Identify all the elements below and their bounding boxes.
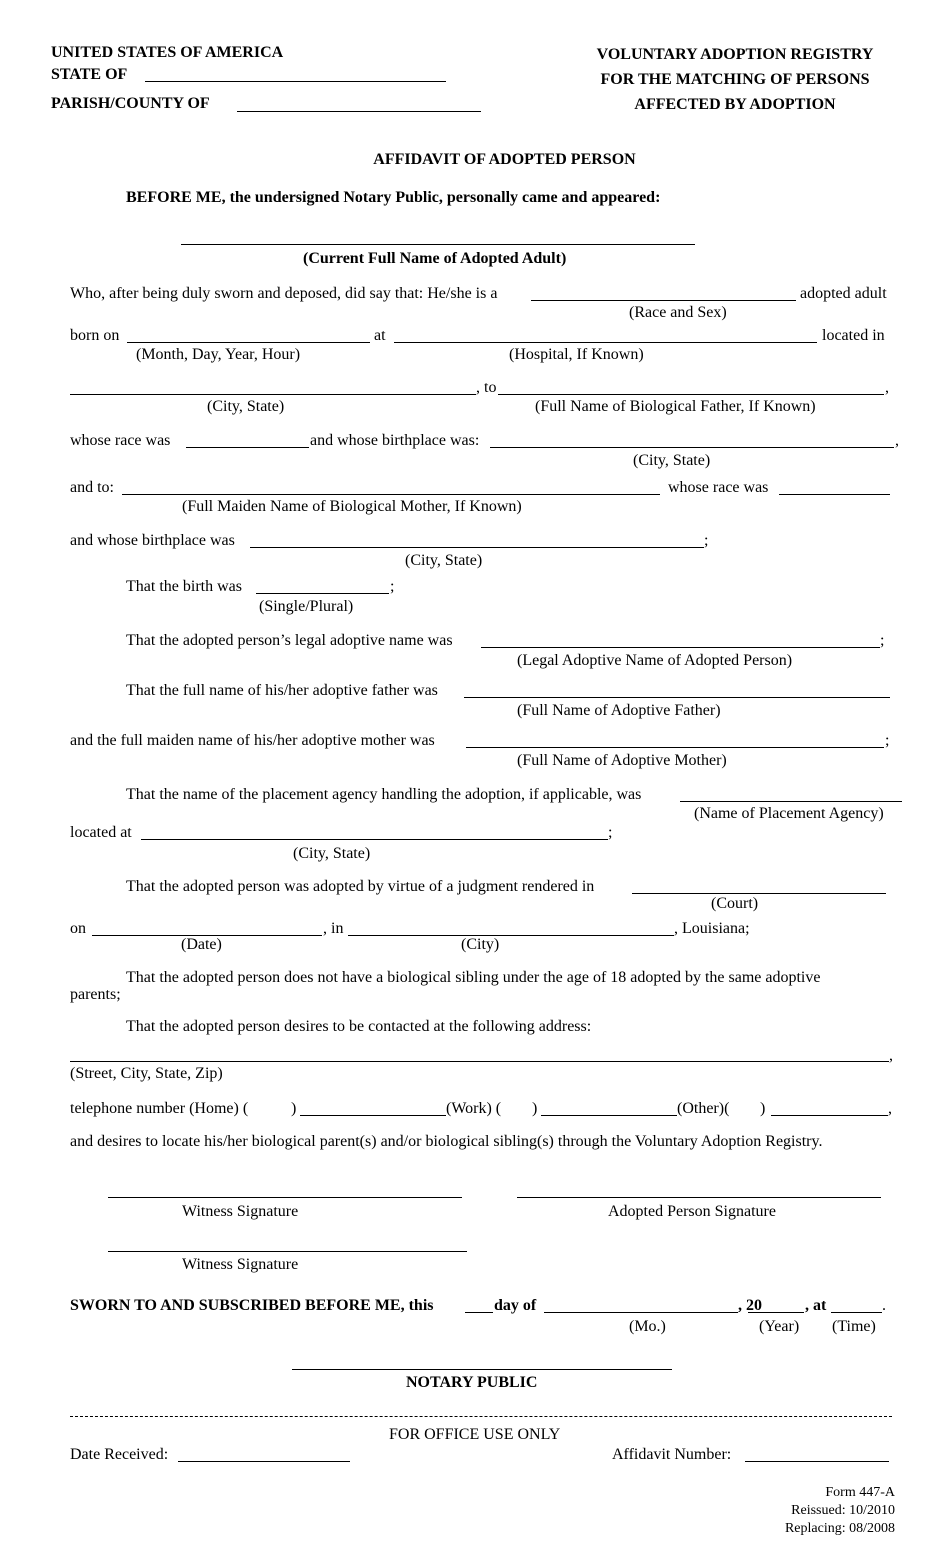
- race-sex-label: (Race and Sex): [629, 304, 727, 321]
- country-heading: UNITED STATES OF AMERICA: [51, 44, 284, 61]
- period-text: .: [882, 1297, 886, 1314]
- father-race-field[interactable]: [186, 447, 309, 448]
- year-prefix-text: , 20: [738, 1297, 762, 1314]
- louisiana-text: , Louisiana;: [674, 920, 750, 937]
- contact-text: That the adopted person desires to be contacted at the following address:: [126, 1018, 592, 1035]
- sworn-text: SWORN TO AND SUBSCRIBED BEFORE ME, this: [70, 1297, 434, 1314]
- notary-public-label: NOTARY PUBLIC: [406, 1374, 538, 1391]
- form-reissued: Reissued: 10/2010: [791, 1503, 895, 1518]
- legal-adoptive-name-field[interactable]: [481, 647, 880, 648]
- agency-text: That the name of the placement agency handling the adoption, if applicable, was: [126, 786, 642, 803]
- office-use-heading: FOR OFFICE USE ONLY: [389, 1426, 561, 1443]
- mother-race-text: whose race was: [668, 479, 769, 496]
- form-number: Form 447-A: [825, 1485, 895, 1500]
- semicolon-text: ;: [704, 532, 709, 549]
- affidavit-number-label: Affidavit Number:: [612, 1446, 732, 1463]
- registry-title-line3: AFFECTED BY ADOPTION: [634, 96, 836, 113]
- affidavit-number-field[interactable]: [745, 1461, 889, 1462]
- witness-signature-2-label: Witness Signature: [182, 1256, 299, 1273]
- paren-text: ): [291, 1100, 297, 1117]
- comma-text: ,: [888, 1100, 892, 1117]
- telephone-other-text: (Other)(: [677, 1100, 730, 1117]
- time-label: (Time): [832, 1318, 876, 1335]
- birth-city-label: (City, State): [207, 398, 285, 415]
- sibling-text-line1: That the adopted person does not have a biological sibling under the age of 18 adopted by the same adoptive: [126, 969, 821, 986]
- court-field[interactable]: [632, 893, 886, 894]
- birth-was-text: That the birth was: [126, 578, 242, 595]
- adoptive-mother-label: (Full Name of Adoptive Mother): [517, 752, 727, 769]
- birth-date-label: (Month, Day, Year, Hour): [136, 346, 301, 363]
- adoptive-father-label: (Full Name of Adoptive Father): [517, 702, 721, 719]
- sibling-text-line2: parents;: [70, 986, 121, 1003]
- hospital-field[interactable]: [394, 342, 817, 343]
- judgment-city-label: (City): [461, 936, 500, 953]
- adopted-person-signature-label: Adopted Person Signature: [608, 1203, 776, 1220]
- bio-father-field[interactable]: [498, 394, 884, 395]
- bio-mother-label: (Full Maiden Name of Biological Mother, If Known): [182, 498, 522, 515]
- judgment-city-field[interactable]: [348, 935, 674, 936]
- agency-label: (Name of Placement Agency): [694, 805, 884, 822]
- birth-city-field[interactable]: [70, 394, 476, 395]
- semicolon-text: ;: [390, 578, 395, 595]
- father-birthplace-label: (City, State): [633, 452, 711, 469]
- adoptive-father-field[interactable]: [464, 697, 890, 698]
- legal-name-text: That the adopted person’s legal adoptive name was: [126, 632, 453, 649]
- month-label: (Mo.): [629, 1318, 666, 1335]
- legal-adoptive-name-label: (Legal Adoptive Name of Adopted Person): [517, 652, 793, 669]
- located-at-text: located at: [70, 824, 132, 841]
- telephone-work-text: (Work) (: [446, 1100, 502, 1117]
- registry-title-line2: FOR THE MATCHING OF PERSONS: [600, 71, 870, 88]
- paren-text: ): [760, 1100, 766, 1117]
- witness-signature-2-field[interactable]: [108, 1251, 467, 1252]
- semicolon-text: ;: [885, 732, 890, 749]
- witness-signature-1-field[interactable]: [108, 1197, 462, 1198]
- mother-birthplace-text: and whose birthplace was: [70, 532, 235, 549]
- date-received-field[interactable]: [178, 1461, 350, 1462]
- state-field[interactable]: [145, 81, 446, 82]
- judgment-text: That the adopted person was adopted by virtue of a judgment rendered in: [126, 878, 595, 895]
- agency-location-label: (City, State): [293, 845, 371, 862]
- state-label: STATE OF: [51, 66, 128, 83]
- adopted-adult-text: adopted adult: [800, 285, 887, 302]
- at-text: at: [374, 327, 386, 344]
- agency-field[interactable]: [680, 801, 902, 802]
- semicolon-text: ;: [608, 824, 613, 841]
- year-label: (Year): [759, 1318, 800, 1335]
- witness-signature-1-label: Witness Signature: [182, 1203, 299, 1220]
- birth-date-field[interactable]: [127, 342, 370, 343]
- born-on-text: born on: [70, 327, 120, 344]
- comma-text: ,: [889, 1047, 893, 1064]
- sworn-month-field[interactable]: [544, 1312, 738, 1313]
- address-label: (Street, City, State, Zip): [70, 1065, 223, 1082]
- mother-race-field[interactable]: [779, 494, 890, 495]
- adoptive-father-text: That the full name of his/her adoptive father was: [126, 682, 438, 699]
- current-name-label: (Current Full Name of Adopted Adult): [303, 250, 567, 267]
- in-text: , in: [323, 920, 344, 937]
- hospital-label: (Hospital, If Known): [509, 346, 644, 363]
- day-of-text: day of: [494, 1297, 537, 1314]
- on-text: on: [70, 920, 86, 937]
- intro-text: BEFORE ME, the undersigned Notary Public, personally came and appeared:: [126, 189, 661, 206]
- and-to-text: and to:: [70, 479, 114, 496]
- parish-label: PARISH/COUNTY OF: [51, 95, 210, 112]
- page-title: AFFIDAVIT OF ADOPTED PERSON: [373, 151, 636, 168]
- locate-text: and desires to locate his/her biological parent(s) and/or biological sibling(s) through the Voluntary Adoption Registry.: [70, 1133, 823, 1150]
- single-plural-field[interactable]: [256, 593, 389, 594]
- sworn-statement-text: Who, after being duly sworn and deposed, did say that: He/she is a: [70, 285, 498, 302]
- bio-father-label: (Full Name of Biological Father, If Known): [535, 398, 816, 415]
- sworn-time-field[interactable]: [831, 1312, 882, 1313]
- current-name-field[interactable]: [181, 244, 695, 245]
- notary-signature-field[interactable]: [292, 1369, 672, 1370]
- located-in-text: located in: [822, 327, 885, 344]
- contact-address-field[interactable]: [70, 1061, 889, 1062]
- to-text: , to: [476, 379, 497, 396]
- work-phone-field[interactable]: [541, 1115, 677, 1116]
- sworn-at-text: , at: [805, 1297, 827, 1314]
- sworn-day-field[interactable]: [465, 1312, 493, 1313]
- home-phone-field[interactable]: [300, 1115, 446, 1116]
- comma-text: ,: [885, 379, 889, 396]
- judgment-date-label: (Date): [181, 936, 222, 953]
- telephone-home-text: telephone number (Home) (: [70, 1100, 249, 1117]
- registry-title-line1: VOLUNTARY ADOPTION REGISTRY: [596, 46, 874, 63]
- mother-birthplace-label: (City, State): [405, 552, 483, 569]
- agency-location-field[interactable]: [141, 839, 608, 840]
- adoptive-mother-field[interactable]: [466, 747, 884, 748]
- father-birthplace-field[interactable]: [490, 447, 894, 448]
- office-use-divider: [70, 1416, 892, 1417]
- single-plural-label: (Single/Plural): [259, 598, 354, 615]
- form-replacing: Replacing: 08/2008: [784, 1521, 895, 1536]
- date-received-label: Date Received:: [70, 1446, 169, 1463]
- adoptive-mother-text: and the full maiden name of his/her adoptive mother was: [70, 732, 435, 749]
- father-birthplace-text: and whose birthplace was:: [310, 432, 480, 449]
- father-race-text: whose race was: [70, 432, 171, 449]
- sworn-year-field[interactable]: [748, 1312, 804, 1313]
- comma-text: ,: [895, 432, 899, 449]
- court-label: (Court): [711, 895, 759, 912]
- paren-text: ): [532, 1100, 538, 1117]
- adopted-person-signature-field[interactable]: [517, 1197, 881, 1198]
- semicolon-text: ;: [880, 632, 885, 649]
- bio-mother-field[interactable]: [122, 494, 660, 495]
- other-phone-field[interactable]: [771, 1115, 888, 1116]
- race-sex-field[interactable]: [531, 300, 796, 301]
- mother-birthplace-field[interactable]: [250, 547, 704, 548]
- parish-field[interactable]: [237, 111, 481, 112]
